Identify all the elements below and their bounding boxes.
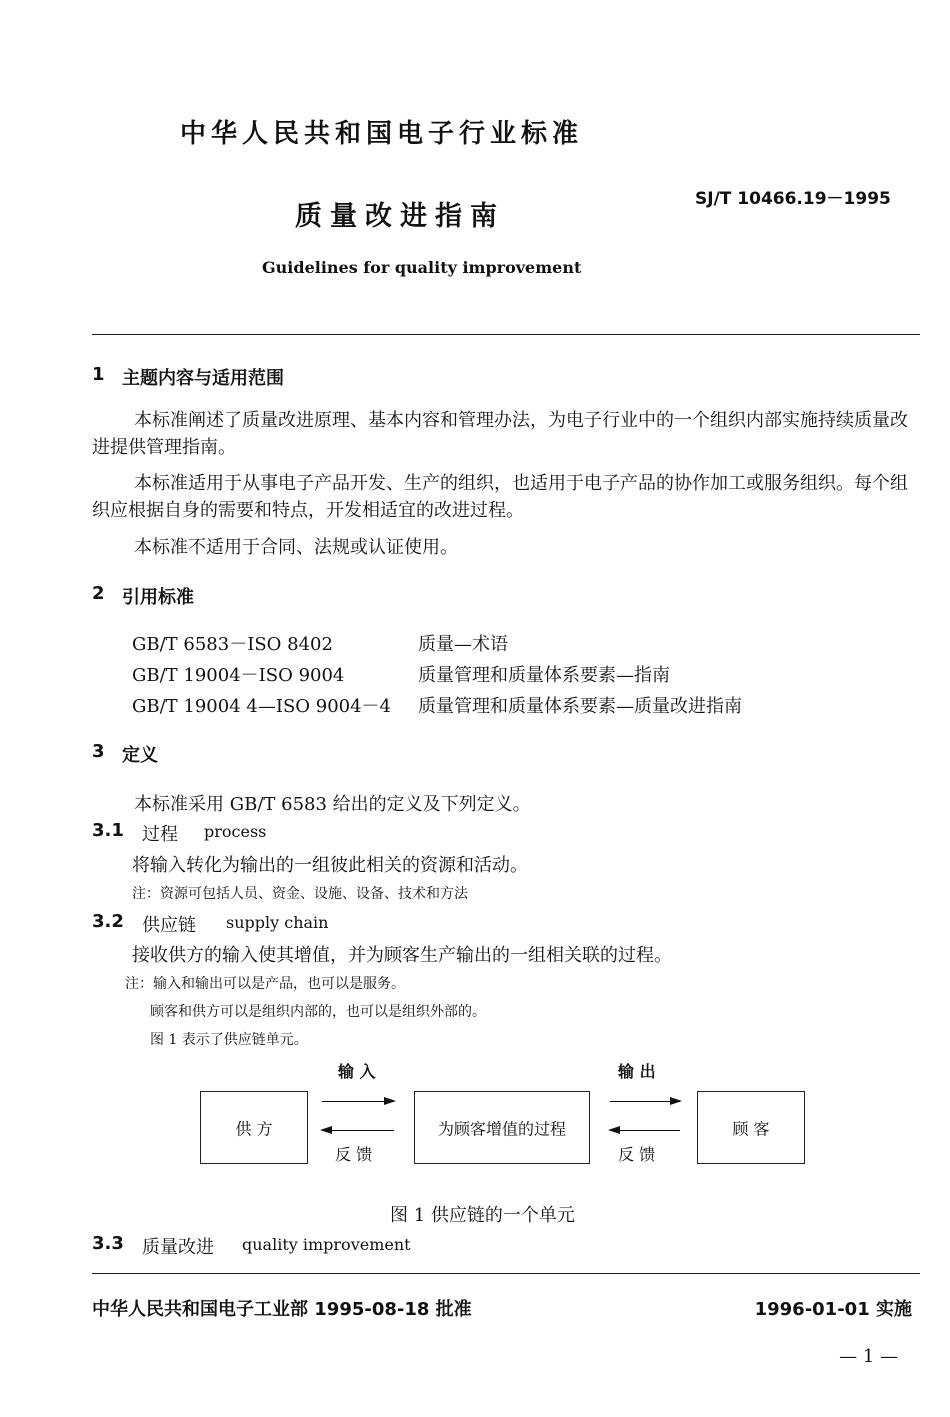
definition-3-2-term-cn: 供应链: [142, 915, 196, 936]
section-1-paragraph-3: 本标准不适用于合同、法规或认证使用。: [134, 537, 458, 558]
definition-3-1-note: 注：资源可包括人员、资金、设施、设备、技术和方法: [132, 886, 468, 902]
section-2-heading: 引用标准: [122, 587, 194, 608]
definition-3-2-number: 3.2: [92, 911, 124, 932]
document-title-en: Guidelines for quality improvement: [262, 258, 582, 277]
supplier-box: [200, 1091, 308, 1164]
section-2-number: 2: [92, 583, 105, 604]
definition-3-1-term-en: process: [204, 822, 267, 841]
feedback-arrow-right-icon: [610, 1130, 680, 1131]
header-divider: [92, 334, 920, 335]
definition-3-1-number: 3.1: [92, 820, 124, 841]
process-box-label: 为顾客增值的过程: [437, 1119, 566, 1138]
figure-caption: 图 1 供应链的一个单元: [390, 1205, 575, 1226]
reference-code: GB/T 19004 4—ISO 9004－4: [132, 696, 392, 717]
definition-3-3-number: 3.3: [92, 1233, 124, 1254]
process-box: [414, 1091, 590, 1164]
definition-3-2-note-1: 注：输入和输出可以是产品，也可以是服务。: [125, 976, 405, 992]
definition-3-2-note-3: 图 1 表示了供应链单元。: [150, 1032, 308, 1048]
definition-3-1-term-cn: 过程: [142, 824, 178, 845]
reference-title: 质量管理和质量体系要素—质量改进指南: [418, 696, 742, 717]
reference-code: GB/T 6583－ISO 8402: [132, 634, 333, 655]
definition-3-3-term-cn: 质量改进: [142, 1237, 214, 1258]
figure-feedback-right-label: 反 馈: [618, 1145, 656, 1164]
figure-feedback-left-label: 反 馈: [335, 1145, 373, 1164]
standard-code: SJ/T 10466.19－1995: [695, 189, 891, 209]
figure-input-label: 输 入: [338, 1062, 376, 1081]
customer-box: [697, 1091, 805, 1164]
section-1-heading: 主题内容与适用范围: [122, 368, 284, 389]
reference-code: GB/T 19004－ISO 9004: [132, 665, 345, 686]
input-arrow-icon: [322, 1101, 394, 1102]
section-1-number: 1: [92, 364, 105, 385]
figure-output-label: 输 出: [618, 1062, 656, 1081]
customer-box-label: 顾 客: [732, 1119, 770, 1138]
approval-statement: 中华人民共和国电子工业部 1995-08-18 批准: [92, 1299, 472, 1320]
definition-3-2-text: 接收供方的输入使其增值，并为顾客生产输出的一组相关联的过程。: [132, 945, 672, 966]
supplier-box-label: 供 方: [235, 1119, 273, 1138]
definition-3-1-text: 将输入转化为输出的一组彼此相关的资源和活动。: [132, 855, 528, 876]
section-3-heading: 定义: [122, 745, 158, 766]
footer-divider: [92, 1273, 920, 1274]
definition-3-2-note-2: 顾客和供方可以是组织内部的，也可以是组织外部的。: [150, 1004, 486, 1020]
section-1-paragraph-2: 本标准适用于从事电子产品开发、生产的组织，也适用于电子产品的协作加工或服务组织。每个组织应根据自身的需要和特点，开发相适宜的改进过程。: [92, 473, 908, 521]
definition-3-3-term-en: quality improvement: [242, 1235, 411, 1254]
effective-date: 1996-01-01 实施: [754, 1299, 912, 1320]
output-arrow-icon: [610, 1101, 680, 1102]
feedback-arrow-left-icon: [322, 1130, 394, 1131]
section-3-intro: 本标准采用 GB/T 6583 给出的定义及下列定义。: [134, 794, 531, 815]
reference-title: 质量管理和质量体系要素—指南: [418, 665, 670, 686]
standard-agency-title: 中华人民共和国电子行业标准: [180, 119, 584, 149]
reference-title: 质量—术语: [418, 634, 508, 655]
page-number: — 1 —: [839, 1346, 898, 1367]
section-3-number: 3: [92, 741, 105, 762]
definition-3-2-term-en: supply chain: [226, 913, 329, 932]
section-1-paragraph-1: 本标准阐述了质量改进原理、基本内容和管理办法，为电子行业中的一个组织内部实施持续质量改进提供管理指南。: [92, 410, 908, 458]
document-title-cn: 质量改进指南: [295, 201, 505, 232]
